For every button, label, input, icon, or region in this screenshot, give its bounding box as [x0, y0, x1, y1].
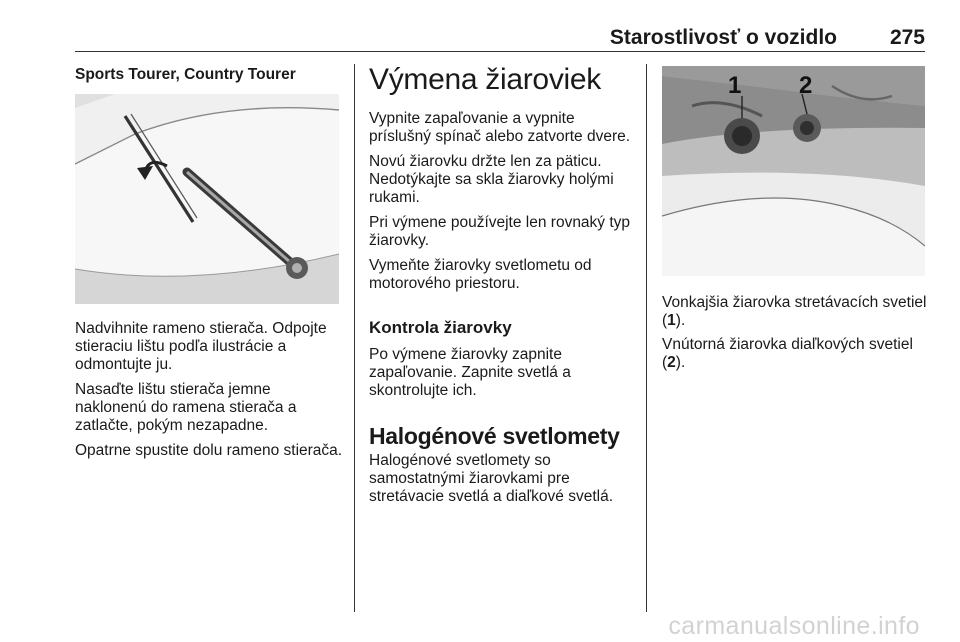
figure-label-1: 1 [728, 72, 742, 99]
caption-low-beam: Vonkajšia žiarovka stretávacích svetiel (1). [662, 294, 927, 329]
figure-label-2: 2 [799, 72, 813, 99]
subheading-bulb-check: Kontrola žiarovky [369, 318, 512, 337]
column-divider-right [646, 64, 647, 612]
left-paragraph: Nasaďte lištu stierača jemne naklonenú do ramena stierača a zatlačte, pokým nezapadne. [75, 381, 297, 434]
left-paragraph: Opatrne spustite dolu rameno stierača. [75, 442, 343, 459]
caption-number-1: 1 [667, 312, 676, 329]
headlamp-drawing [662, 66, 925, 276]
wiper-illustration [75, 94, 339, 304]
header-divider [75, 51, 925, 52]
column-divider-left [354, 64, 355, 612]
halogen-text: Halogénové svetlomety so samostatnými žiarovkami pre stretávacie svetlá a diaľkové svetlá. [369, 452, 614, 505]
caption-number-2: 2 [667, 354, 676, 371]
middle-paragraph: Novú žiarovku držte len za päticu. Nedotýkajte sa skla žiarovky holými rukami. [369, 153, 614, 206]
watermark: carmanualsonline.info [668, 612, 920, 640]
header-title: Starostlivosť o vozidlo [609, 26, 837, 49]
middle-paragraph: Pri výmene používejte len rovnaký typ žiarovky. [369, 214, 631, 249]
middle-paragraph: Vypnite zapaľovanie a vypnite príslušný spínač alebo zatvorte dvere. [369, 110, 631, 145]
caption-high-beam: Vnútorná žiarovka diaľkových svetiel (2). [662, 336, 913, 371]
bulb-check-text: Po výmene žiarovky zapnite zapaľovanie. Zapnite svetlá a skontrolujte ich. [369, 346, 571, 399]
page-header [75, 26, 925, 52]
left-paragraph: Nadvihnite rameno stierača. Odpojte stieraciu lištu podľa ilustrácie a odmontujte ju. [75, 320, 327, 373]
section-heading-bulb-replacement: Výmena žiaroviek [369, 63, 601, 96]
left-subheading: Sports Tourer, Country Tourer [75, 66, 296, 83]
wiper-drawing [75, 94, 339, 304]
page-number: 275 [889, 26, 925, 49]
section-heading-halogen: Halogénové svetlomety [369, 423, 620, 449]
middle-paragraph: Vymeňte žiarovky svetlometu od motorového priestoru. [369, 257, 592, 292]
headlamp-illustration [662, 66, 925, 276]
